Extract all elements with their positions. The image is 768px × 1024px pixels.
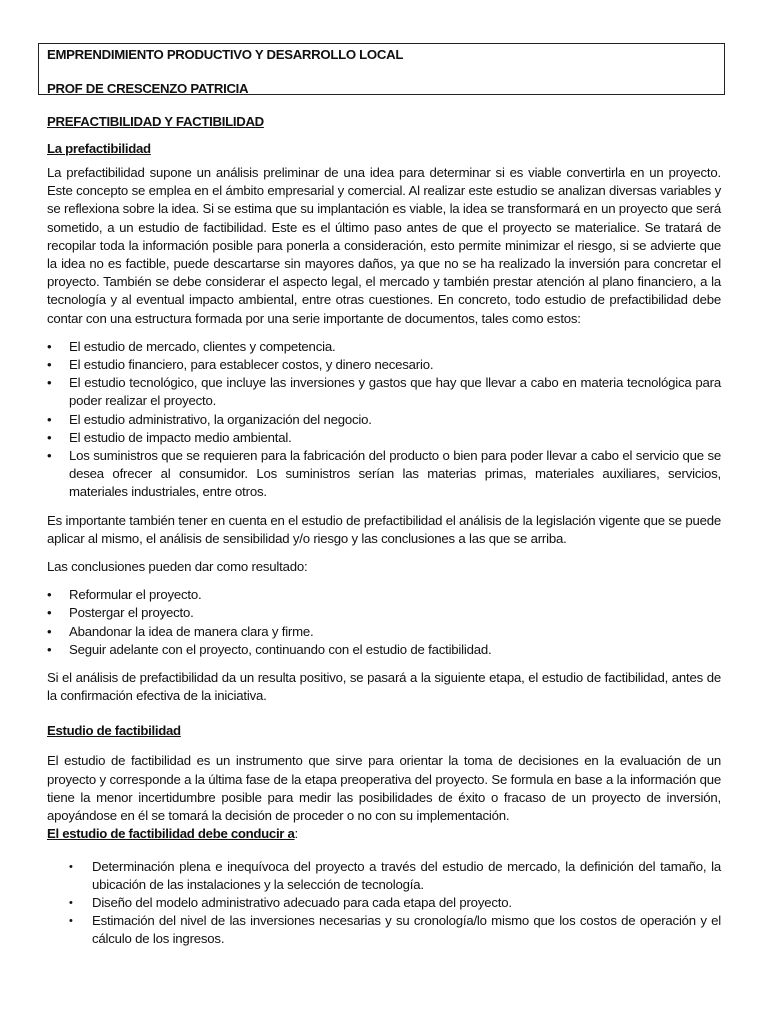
document-title: PREFACTIBILIDAD Y FACTIBILIDAD <box>47 114 264 129</box>
list-item: • Estimación del nivel de las inversiones necesarias y su cronología/lo mismo que los costos de operación y el cálculo de los ingresos. <box>69 913 721 947</box>
bullet-icon: • <box>47 623 52 639</box>
header-box <box>38 43 725 95</box>
studies-list <box>47 338 721 502</box>
list-item: • Los suministros que se requieren para la fabricación del producto o bien para poder llevar a cabo el servicio que se desea ofrecer al consumidor. Los suministros serían las materias primas, materiales auxiliares, servicios, materiales industriales, entre otros. <box>47 448 721 500</box>
paragraph-conclusions-intro: Las conclusiones pueden dar como resultado: <box>47 559 308 575</box>
bullet-icon: • <box>47 448 52 464</box>
bullet-icon: • <box>47 641 52 657</box>
paragraph-intro: La prefactibilidad supone un análisis preliminar de una idea para determinar si es viable convertirla en un proyecto. Este concepto se emplea en el ámbito empresarial y comercial. Al realizar este estudio se analizan diversas variables y se reflexiona sobre la idea. Si se estima que su implantación es viable, la idea se transformará en un proyecto que será sometido, a un estudio de factibilidad. Este es el último paso antes de que el proyecto se materialice. Se tratará de recopilar toda la información posible para ponerla a consideración, esto permite minimizar el riesgo, si se advierte que la idea no es factible, puede descartarse sin mayores daños, ya que no se ha realizado la inversión para concretar el proyecto. También se debe considerar el aspecto legal, el mercado y también prestar atención al plano financiero, a la tecnología y al eventual impacto ambiental, entre otras cuestiones. En concreto, todo estudio de prefactibilidad debe contar con una estructura formada por una serie importante de documentos, tales como estos: <box>47 165 721 326</box>
teacher-name: PROF DE CRESCENZO PATRICIA <box>47 81 249 96</box>
document-body <box>47 114 721 949</box>
factibilidad-list <box>47 858 721 949</box>
list-item: • Seguir adelante con el proyecto, continuando con el estudio de factibilidad. <box>47 641 721 659</box>
bullet-icon: • <box>47 375 52 391</box>
list-item: • El estudio de impacto medio ambiental. <box>47 429 721 447</box>
bullet-icon: • <box>47 429 52 445</box>
paragraph-factibilidad: El estudio de factibilidad es un instrumento que sirve para orientar la toma de decisiones en la evaluación de un proyecto y corresponde a la última fase de la etapa preoperativa del proyecto. Se formula en base a la información que tiene la menor incertidumbre posible para medir las posibilidades de éxito o fracaso de un proyecto de inversión, apoyándose en él se tomará la decisión de proceder o no con su implementación. <box>47 753 721 824</box>
bullet-icon: • <box>69 860 73 873</box>
paragraph-legislation: Es importante también tener en cuenta en el estudio de prefactibilidad el análisis de la legislación vigente que se puede aplicar al mismo, el análisis de sensibilidad y/o riesgo y las conclusiones a las que se arriba. <box>47 512 721 546</box>
list-item: • Reformular el proyecto. <box>47 586 721 604</box>
subheading-conducir: El estudio de factibilidad debe conducir a: <box>47 826 298 842</box>
list-item: • Postergar el proyecto. <box>47 604 721 622</box>
bullet-icon: • <box>69 915 73 928</box>
list-item: • El estudio administrativo, la organización del negocio. <box>47 411 721 429</box>
bullet-icon: • <box>47 411 52 427</box>
list-item: • El estudio tecnológico, que incluye las inversiones y gastos que hay que llevar a cabo en materia tecnológica para poder realizar el proyecto. <box>47 375 721 409</box>
course-title: EMPRENDIMIENTO PRODUCTIVO Y DESARROLLO LOCAL <box>47 47 404 62</box>
list-item: • Abandonar la idea de manera clara y firme. <box>47 623 721 641</box>
bullet-icon: • <box>47 357 52 373</box>
section-heading-factibilidad: Estudio de factibilidad <box>47 723 181 739</box>
list-item: • El estudio de mercado, clientes y competencia. <box>47 338 721 356</box>
list-item: • Diseño del modelo administrativo adecuado para cada etapa del proyecto. <box>47 894 721 912</box>
bullet-icon: • <box>47 338 52 354</box>
paragraph-next-stage: Si el análisis de prefactibilidad da un resulta positivo, se pasará a la siguiente etapa, el estudio de factibilidad, antes de la confirmación efectiva de la iniciativa. <box>47 670 721 704</box>
bullet-icon: • <box>47 605 52 621</box>
list-item: • El estudio financiero, para establecer costos, y dinero necesario. <box>47 356 721 374</box>
list-item: • Determinación plena e inequívoca del proyecto a través del estudio de mercado, la definición del tamaño, la ubicación de las instalaciones y la selección de tecnología. <box>69 858 721 892</box>
conclusions-list <box>47 586 721 659</box>
bullet-icon: • <box>47 587 52 603</box>
bullet-icon: • <box>69 896 73 909</box>
section-heading-prefactibilidad: La prefactibilidad <box>47 141 151 156</box>
